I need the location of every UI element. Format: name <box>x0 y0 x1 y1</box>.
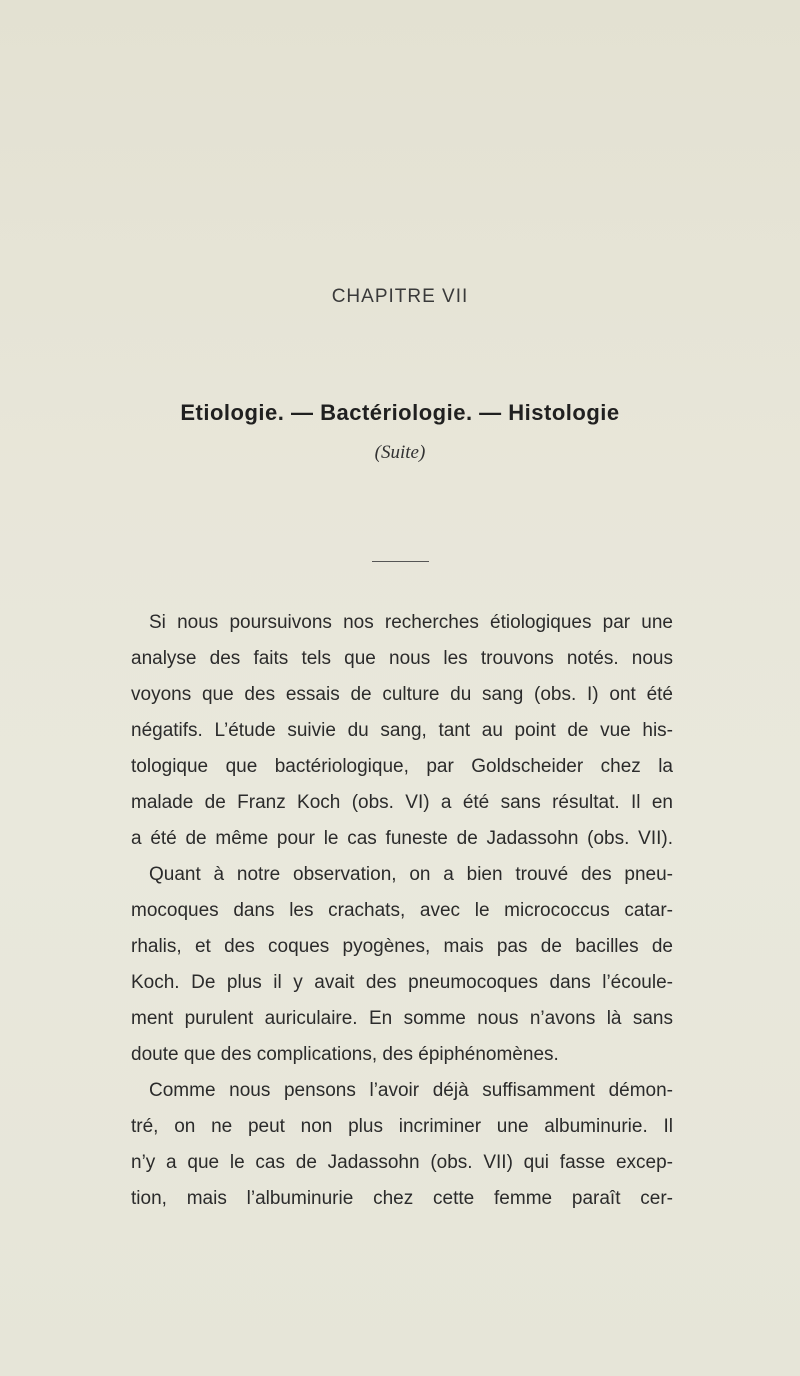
text-line: Quant à notre observation, on a bien trouvé des pneu- <box>149 864 673 885</box>
text-line: tion, mais l’albuminurie chez cette femme paraît cer- <box>131 1188 673 1209</box>
text-line: Si nous poursuivons nos recherches étiologiques par une <box>149 612 673 633</box>
text-line: doute que des complications, des épiphénomènes. <box>131 1044 559 1065</box>
chapter-heading: CHAPITRE VII <box>331 286 469 307</box>
text-line: Koch. De plus il y avait des pneumocoques dans l’écoule- <box>131 972 673 993</box>
section-title: Etiologie. — Bactériologie. — Histologie <box>180 400 620 425</box>
text-line: mocoques dans les crachats, avec le micrococcus catar- <box>131 900 673 921</box>
text-line: négatifs. L’étude suivie du sang, tant au point de vue his- <box>131 720 673 741</box>
text-line: a été de même pour le cas funeste de Jadassohn (obs. VII). <box>131 828 673 849</box>
divider-rule <box>372 561 429 562</box>
text-line: ment purulent auriculaire. En somme nous n’avons là sans <box>131 1008 673 1029</box>
section-subtitle: (Suite) <box>374 442 426 463</box>
text-line: Comme nous pensons l’avoir déjà suffisamment démon- <box>149 1080 673 1101</box>
body-text <box>131 605 673 1217</box>
text-line: voyons que des essais de culture du sang (obs. I) ont été <box>131 684 673 705</box>
text-line: tologique que bactériologique, par Goldscheider chez la <box>131 756 673 777</box>
text-line: tré, on ne peut non plus incriminer une albuminurie. Il <box>131 1116 673 1137</box>
text-line: n’y a que le cas de Jadassohn (obs. VII) qui fasse excep- <box>131 1152 673 1173</box>
text-line: analyse des faits tels que nous les trouvons notés. nous <box>131 648 673 669</box>
text-line: malade de Franz Koch (obs. VI) a été sans résultat. Il en <box>131 792 673 813</box>
text-line: rhalis, et des coques pyogènes, mais pas de bacilles de <box>131 936 673 957</box>
